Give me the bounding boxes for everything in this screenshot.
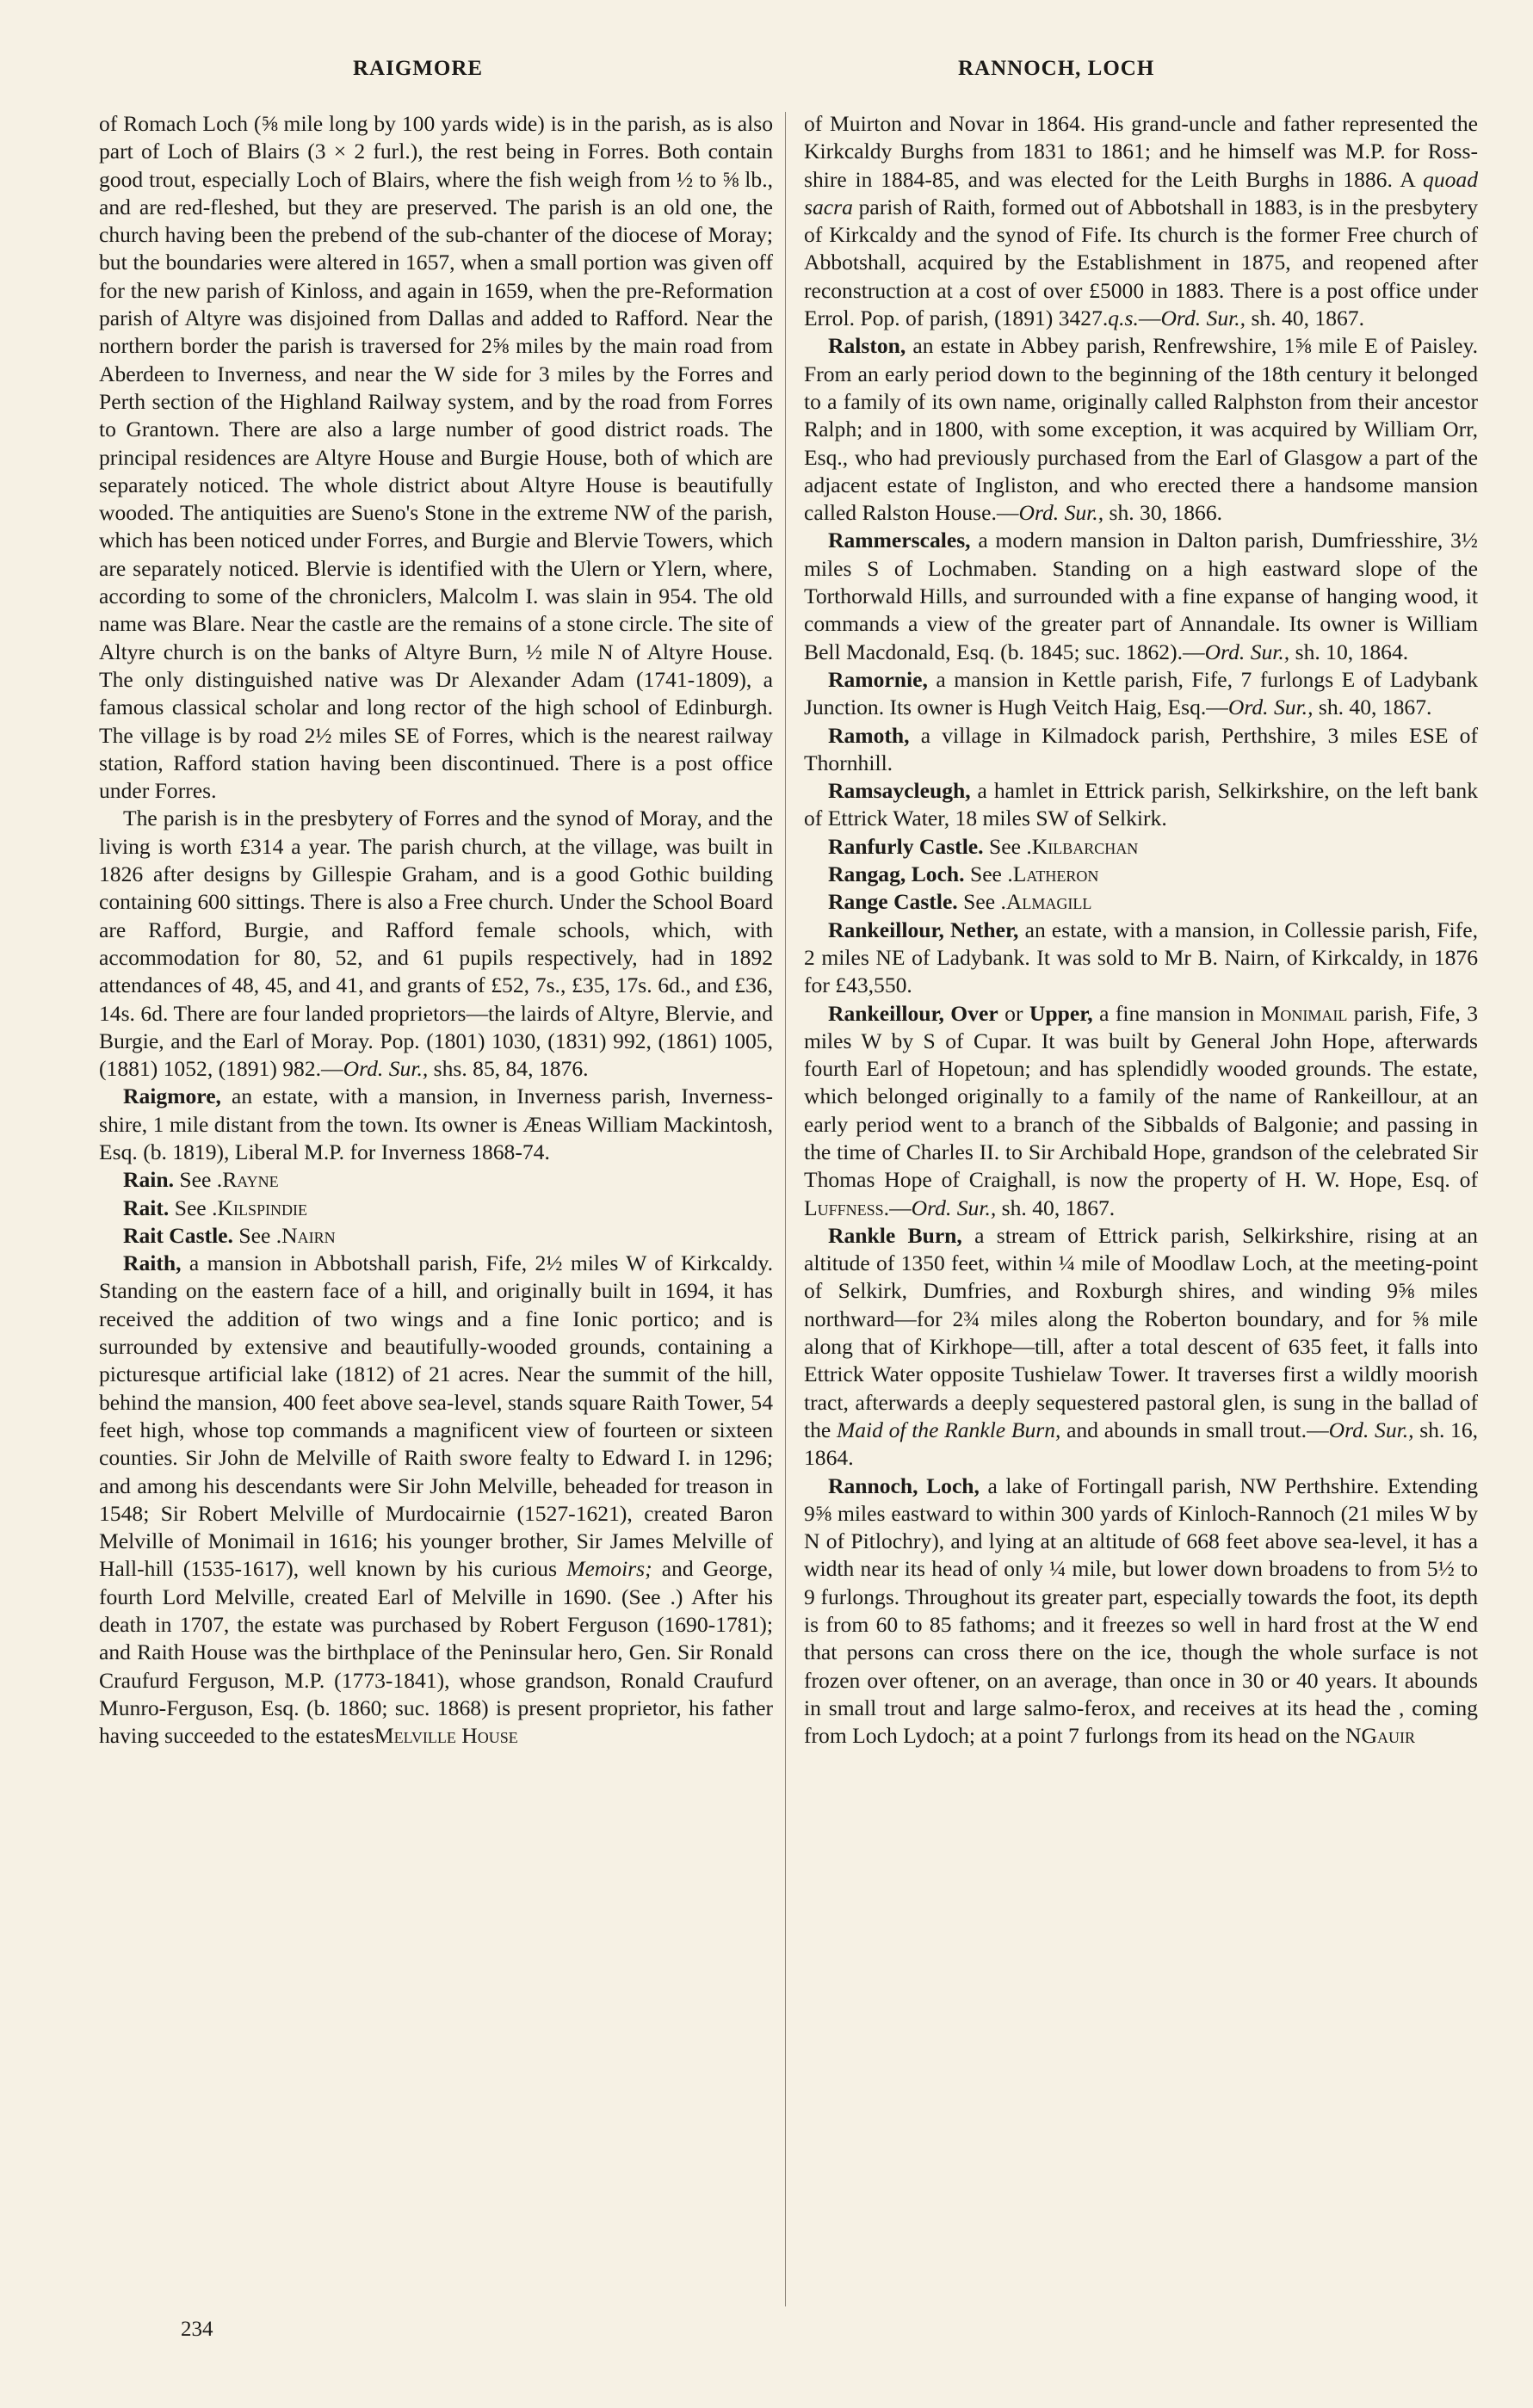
right-rankle-tail: and abounds in small trout. bbox=[1060, 1417, 1307, 1442]
entry-rankeillour-over bbox=[804, 1000, 1478, 1222]
left-rait-castle-head: Rait Castle. bbox=[123, 1222, 233, 1248]
entry-rammerscales bbox=[804, 527, 1478, 665]
left-raith-tail: and George, fourth Lord Melville, created Earl of Melville in 1690. (See bbox=[99, 1556, 773, 1609]
right-ralston-text: an estate in Abbey parish, Renfrewshire, 1⅝ mile E of Paisley. From an early period down to the beginning of the 18th century it belonged to a family of its own name, originally called Ralphston from their ancestor Ralph; and in 1800, with some exception, it was acquired by William Orr, Esq., who had previously purchased from the Earl of Glasgow a part of the adjacent estate of Ingliston, and who erected there a handsome mansion called Ralston House. bbox=[804, 333, 1478, 526]
right-rankle-cite: —Ord. Sur., sh. 16, 1864. bbox=[804, 1417, 1479, 1471]
right-ramsaycleugh-text: a hamlet in Ettrick parish, Selkirkshire, on the left bank of Ettrick Water, 18 miles SW of Selkirk. bbox=[804, 778, 1478, 831]
right-ranfurly-tail: . bbox=[1026, 833, 1032, 859]
entry-rannoch bbox=[804, 1473, 1478, 1750]
left-rain-tail: . bbox=[216, 1167, 223, 1193]
left-rait-castle-sc: Nairn bbox=[281, 1222, 336, 1248]
left-raf-2-text: The parish is in the presbytery of Forres and the synod of Moray, and the living is worth £314 a year. The parish church, at the village, was built in 1826 after designs by Gillespie Graham, and is a good Gothic building containing 600 sittings. There is also a Free church. Under the School Board are Rafford, Burgie, and Rafford female schools, which, with accommodation for 80, 52, and 61 pupils respectively, had in 1892 attendances of 48, 45, and 41, and grants of £52, 7s., £35, 17s. 6d., and £36, 14s. 6d. There are four landed proprietors—the lairds of Altyre, Blervie, and Burgie, and the Earl of Moray. Pop. (1801) 1030, (1831) 992, (1861) 1005, (1881) 1052, (1891) 982. bbox=[99, 806, 773, 1082]
entry-ramornie bbox=[804, 666, 1478, 722]
right-rannoch-sc: Gauir bbox=[1361, 1723, 1416, 1749]
left-raith-sc2: Melville House bbox=[374, 1723, 518, 1749]
right-ranfurly-head: Ranfurly Castle. bbox=[828, 833, 984, 859]
right-rammerscales-cite: —Ord. Sur., sh. 10, 1864. bbox=[1183, 639, 1409, 664]
right-ramoth-text: a village in Kilmadock parish, Perthshire, 3 miles ESE of Thornhill. bbox=[804, 722, 1478, 775]
entry-raf-2 bbox=[99, 805, 773, 1083]
right-rangag-sc: Latheron bbox=[1012, 861, 1099, 887]
entry-ramsaycleugh bbox=[804, 777, 1478, 833]
right-ranfurly-text: See bbox=[983, 833, 1027, 859]
entry-rain bbox=[99, 1166, 773, 1194]
right-column bbox=[804, 110, 1478, 1750]
right-ramornie-text: a mansion in Kettle parish, Fife, 7 furlongs E of Ladybank Junction. Its owner is Hugh Veitch Haig, Esq. bbox=[804, 666, 1478, 720]
right-range-head: Range Castle. bbox=[828, 889, 958, 915]
right-raith-cont-tail2: parish, (1891) 3427. bbox=[929, 306, 1109, 331]
right-range-tail: . bbox=[1000, 889, 1006, 915]
right-ralston-head: Ralston, bbox=[828, 333, 906, 359]
right-rankle-head: Rankle Burn, bbox=[828, 1222, 962, 1248]
right-rankeillour-over-head: Rankeillour, Over bbox=[828, 1000, 998, 1026]
entry-range bbox=[804, 888, 1478, 916]
right-ramoth-head: Ramoth, bbox=[828, 722, 910, 748]
right-raith-cont-em: quoad sacra bbox=[804, 166, 1478, 219]
left-raith-head: Raith, bbox=[123, 1250, 182, 1276]
right-rankle-text: a stream of Ettrick parish, Selkirkshire, rising at an altitude of 1350 feet, within ¼ mile of Moodlaw Loch, at the meeting-point of Selkirk, Dumfries, and Roxburgh shires, and winding 9⅝ miles northward—for 2¾ miles along the Roberton boundary, and for ⅝ mile along that of Kirkhope—till, after a total descent of 635 feet, it falls into Ettrick Water opposite Tushielaw Tower. It traverses first a wildly moorish tract, afterwards a deeply sequestered pastoral glen, is sung in the ballad of the bbox=[804, 1222, 1478, 1442]
running-head-right: RANNOCH, LOCH bbox=[958, 57, 1155, 80]
right-rankeillour-over-cite: —Ord. Sur., sh. 40, 1867. bbox=[889, 1195, 1116, 1220]
right-rankeillour-over-sc: Monimail bbox=[1260, 1000, 1348, 1026]
left-raf-2-cite: —Ord. Sur., shs. 85, 84, 1876. bbox=[321, 1056, 589, 1082]
right-rankeillour-over-head2: Upper, bbox=[1029, 1000, 1093, 1026]
left-rait-sc: Kilspindie bbox=[217, 1195, 307, 1220]
entry-rankeillour-nether bbox=[804, 917, 1478, 1000]
column-divider bbox=[785, 112, 786, 2306]
right-rankeillour-nether-text: an estate, with a mansion, in Collessie parish, Fife, 2 miles NE of Ladybank. It was sold to Mr B. Nairn, of Kirkcaldy, in 1876 for £43,550. bbox=[804, 917, 1478, 998]
right-rammerscales-text: a modern mansion in Dalton parish, Dumfriesshire, 3½ miles S of Lochmaben. Standing on a high eastward slope of the Torthorwald Hills, and surrounded with a fine expanse of hanging wood, it commands a view of the greater part of Annandale. Its owner is William Bell Macdonald, Esq. (b. 1845; suc. 1862). bbox=[804, 528, 1478, 664]
right-range-sc: Almagill bbox=[1005, 889, 1092, 915]
entry-ranfurly bbox=[804, 833, 1478, 861]
left-raith-em: Memoirs; bbox=[566, 1556, 652, 1582]
entry-rangag bbox=[804, 861, 1478, 888]
left-rait-castle-text: See bbox=[232, 1222, 276, 1248]
left-rait-tail: . bbox=[212, 1195, 218, 1220]
left-rait-head: Rait. bbox=[123, 1195, 170, 1220]
left-rait-castle-tail: . bbox=[275, 1222, 282, 1248]
left-rain-head: Rain. bbox=[123, 1167, 175, 1193]
entry-rait bbox=[99, 1195, 773, 1222]
left-raith-tail2: .) After his death in 1707, the estate was purchased by Robert Ferguson (1690-1781); and Raith House was the birthplace of the Peninsular hero, Gen. Sir Ronald Craufurd Ferguson, M.P. (1773-1841), whose grandson, Ronald Craufurd Munro-Ferguson, Esq. (b. 1860; suc. 1868) is present proprietor, his father having succeeded to the estates bbox=[99, 1584, 773, 1749]
left-raigmore-text: an estate, with a mansion, in Inverness parish, Inverness-shire, 1 mile distant from the town. Its owner is Æneas William Mackintosh, Esq. (b. 1819), Liberal M.P. for Inverness 1868-74. bbox=[99, 1084, 773, 1164]
right-rankeillour-nether-head: Rankeillour, Nether, bbox=[828, 917, 1019, 942]
right-range-text: See bbox=[957, 889, 1001, 915]
right-raith-cont-tail: parish of Raith, formed out of Abbotshall in 1883, is in the presbytery of Kirkcaldy and the synod of Fife. Its church is the former Free church of Abbotshall, acquired by the Establishment in 1875, and reopened after reconstruction at a cost of over £5000 in 1883. There is a post office under Errol. Pop. of bbox=[804, 194, 1478, 331]
right-rannoch-text: a lake of Fortingall parish, NW Perthshire. Extending 9⅝ miles eastward to within 300 yards of Kinloch-Rannoch (21 miles W by N of Pitlochry), and lying at an altitude of 668 feet above sea-level, it has a width near its head of only ¼ mile, but lower down broadens to from 5½ to 9 furlongs. Throughout its greater part, especially towards the foot, its depth is from 60 to 85 fathoms; and it freezes so well in hard frost at the W end that persons can cross there on the ice, though the whole surface is not frozen over oftener, on an average, than once in 30 or 40 years. It abounds in small trout and large salmo-ferox, and receives at its head the bbox=[804, 1473, 1478, 1720]
entry-raf-1 bbox=[99, 110, 773, 805]
entry-raith-cont bbox=[804, 110, 1478, 332]
right-rankeillour-over-text: or bbox=[998, 1000, 1029, 1026]
left-raf-1-text: of Romach Loch (⅝ mile long by 100 yards wide) is in the parish, as is also part of Loch of Blairs (3 × 2 furl.), the rest being in Forres. Both contain good trout, especially Loch of Blairs, where the fish weigh from ½ to ⅝ lb., and are red-fleshed, but they are preserved. The parish is an old one, the church having been the prebend of the sub-chanter of the diocese of Moray; but the boundaries were altered in 1657, when a small portion was given off for the new parish of Kinloss, and again in 1659, when the pre-Reformation parish of Altyre was disjoined from Dallas and added to Rafford. Near the northern border the parish is traversed for 2⅝ miles by the main road from Aberdeen to Inverness, and near the W side for 3 miles by the Forres and Perth section of the Highland Railway system, and by the road from Forres to Grantown. There are also a large number of good district roads. The principal residences are Altyre House and Burgie House, both of which are separately noticed. The whole district about Altyre House is beautifully wooded. The antiquities are Sueno's Stone in the extreme NW of the parish, which has been noticed under Forres, and Burgie and Blervie Towers, which are separately noticed. Blervie is identified with the Ulern or Ylern, where, according to some of the chroniclers, Malcolm I. was slain in 954. The old name was Blare. Near the castle are the remains of a stone circle. The site of Altyre church is on the banks of Altyre Burn, ½ mile N of Altyre House. The only distinguished native was Dr Alexander Adam (1741-1809), a famous classical scholar and long rector of the high school of Edinburgh. The village is by road 2½ miles SE of Forres, which is the nearest railway station, Rafford station having been discontinued. There is a post office under Forres. bbox=[99, 111, 773, 804]
entry-raith bbox=[99, 1250, 773, 1750]
left-column bbox=[99, 110, 773, 1750]
right-raith-cont-text: of Muirton and Novar in 1864. His grand-uncle and father represented the Kirkcaldy Burghs from 1831 to 1861; and he himself was M.P. for Ross-shire in 1884-85, and was elected for the Leith Burghs in 1886. A bbox=[804, 111, 1478, 192]
right-ramornie-cite: —Ord. Sur., sh. 40, 1867. bbox=[1206, 695, 1432, 720]
right-ramsaycleugh-head: Ramsaycleugh, bbox=[828, 778, 971, 804]
right-rammerscales-head: Rammerscales, bbox=[828, 528, 971, 553]
page-number: 234 bbox=[181, 2318, 213, 2341]
left-rain-text: See bbox=[174, 1167, 217, 1193]
entry-rait-castle bbox=[99, 1222, 773, 1250]
right-rangag-text: See bbox=[964, 861, 1008, 887]
running-head-left: RAIGMORE bbox=[353, 57, 484, 80]
right-rangag-head: Rangag, Loch. bbox=[828, 861, 965, 887]
right-raith-cont-cite: —Ord. Sur., sh. 40, 1867. bbox=[1138, 306, 1364, 331]
right-rankeillour-over-tail2: parish, Fife, 3 miles W by S of Cupar. It was built by General John Hope, afterwards fourth Earl of Hopetoun; and has splendidly wooded grounds. The estate, which belonged originally to a family of the name of Rankeillour, at an early period went to a branch of the Sibbalds of Balgonie; and passing in the time of Charles II. to Sir Archibald Hope, grandson of the celebrated Sir Thomas Hope of Craighall, is now the property of H. W. Hope, Esq. of bbox=[804, 1000, 1478, 1193]
entry-ralston bbox=[804, 332, 1478, 527]
entry-rankle bbox=[804, 1222, 1478, 1473]
right-raith-cont-em2: q.s. bbox=[1108, 306, 1139, 331]
right-rankeillour-over-sc2: Luffness bbox=[804, 1195, 884, 1220]
right-ralston-cite: —Ord. Sur., sh. 30, 1866. bbox=[996, 500, 1223, 526]
right-rankeillour-over-tail: a fine mansion in bbox=[1092, 1000, 1261, 1026]
right-rankeillour-over-tail3: . bbox=[883, 1195, 890, 1220]
right-ranfurly-sc: Kilbarchan bbox=[1031, 833, 1139, 859]
entry-ramoth bbox=[804, 722, 1478, 778]
right-rangag-tail: . bbox=[1007, 861, 1013, 887]
entry-raigmore bbox=[99, 1083, 773, 1166]
left-rain-sc: Rayne bbox=[222, 1167, 279, 1193]
left-rait-text: See bbox=[169, 1195, 213, 1220]
right-rannoch-tail: , coming from Loch Lydoch; at a point 7 furlongs from its head on the N bbox=[804, 1695, 1478, 1749]
left-raigmore-head: Raigmore, bbox=[123, 1084, 221, 1109]
right-rannoch-head: Rannoch, Loch, bbox=[828, 1473, 980, 1498]
right-ramornie-head: Ramornie, bbox=[828, 666, 928, 692]
right-rankle-em: Maid of the Rankle Burn, bbox=[836, 1417, 1061, 1442]
left-raith-text: a mansion in Abbotshall parish, Fife, 2½ miles W of Kirkcaldy. Standing on the eastern face of a hill, and originally built in 1694, it has received the addition of two wings and a fine Ionic portico; and is surrounded by extensive and beautifully-wooded grounds, containing a picturesque artificial lake (1812) of 21 acres. Near the summit of the hill, behind the mansion, 400 feet above sea-level, stands square Raith Tower, 54 feet high, whose top commands a magnificent view of fourteen or sixteen counties. Sir John de Melville of Raith swore fealty to Edward I. in 1296; and among his descendants were Sir John Melville, beheaded for treason in 1548; Sir Robert Melville of Murdocairnie (1527-1621), created Baron Melville of Monimail in 1616; his younger brother, Sir James Melville of Hall-hill (1535-1617), well known by his curious bbox=[99, 1250, 773, 1582]
